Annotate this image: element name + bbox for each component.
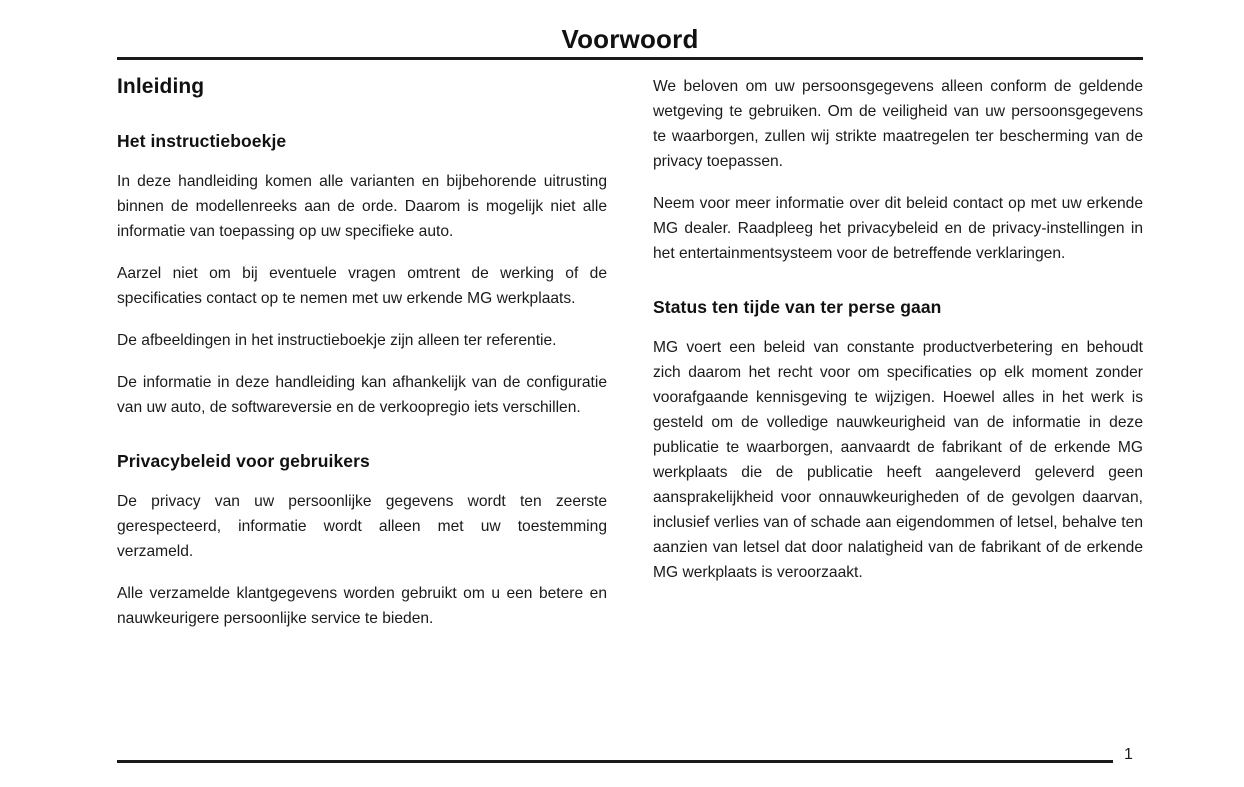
paragraph: De afbeeldingen in het instructieboekje zijn alleen ter referentie. [117, 332, 557, 349]
paragraph: In deze handleiding komen alle varianten en bijbehorende uitrusting binnen de modellenreeks aan de orde. Daarom is mogelijk niet alle informatie van toepassing op uw specifieke auto. [117, 173, 607, 240]
paragraph: Alle verzamelde klantgegevens worden gebruikt om u een betere en nauwkeurigere persoonlijke service te bieden. [117, 585, 607, 627]
header-rule [117, 57, 1143, 60]
subsection-heading-status-ten-tijde-van-ter-perse-gaan: Status ten tijde van ter perse gaan [653, 297, 942, 317]
left-column [117, 74, 607, 631]
page-number: 1 [1124, 746, 1133, 763]
footer-rule [117, 760, 1113, 763]
paragraph: Aarzel niet om bij eventuele vragen omtrent de werking of de specificaties contact op te nemen met uw erkende MG werkplaats. [117, 265, 607, 307]
subsection-heading-het-instructieboekje: Het instructieboekje [117, 131, 287, 151]
page-header [117, 22, 1143, 56]
right-column [653, 74, 1143, 631]
paragraph: De informatie in deze handleiding kan afhankelijk van de configuratie van uw auto, de softwareversie en de verkoopregio iets verschillen. [117, 374, 607, 416]
subsection-heading-privacybeleid-voor-gebruikers: Privacybeleid voor gebruikers [117, 451, 370, 471]
paragraph: We beloven om uw persoonsgegevens alleen conform de geldende wetgeving te gebruiken. Om de veiligheid van uw persoonsgegevens te waarborgen, zullen wij strikte maatregelen ter bescherming van de privacy toepassen. [653, 78, 1143, 170]
two-column-body [117, 74, 1143, 631]
paragraph: De privacy van uw persoonlijke gegevens wordt ten zeerste gerespecteerd, informatie wordt alleen met uw toestemming verzameld. [117, 493, 607, 560]
section-heading-inleiding: Inleiding [117, 75, 205, 98]
paragraph: Neem voor meer informatie over dit beleid contact op met uw erkende MG dealer. Raadpleeg het privacybeleid en de privacy-instellingen in het entertainmentsysteem voor de betreffende verklaringen. [653, 195, 1143, 262]
page-title: Voorwoord [561, 24, 699, 54]
paragraph: MG voert een beleid van constante productverbetering en behoudt zich daarom het recht voor om specificaties op elk moment zonder voorafgaande kennisgeving te wijzigen. Hoewel alles in het werk is gesteld om de volledige nauwkeurigheid van de informatie in deze publicatie te waarborgen, aanvaardt de fabrikant of de erkende MG werkplaats die de publicatie heeft aangeleverd geleverd geen aansprakelijkheid voor onnauwkeurigheden of de gevolgen daarvan, inclusief verlies van of schade aan eigendommen of letsel, behalve ten aanzien van letsel dat door nalatigheid van de fabrikant of de erkende MG werkplaats is veroorzaakt. [653, 339, 1143, 581]
